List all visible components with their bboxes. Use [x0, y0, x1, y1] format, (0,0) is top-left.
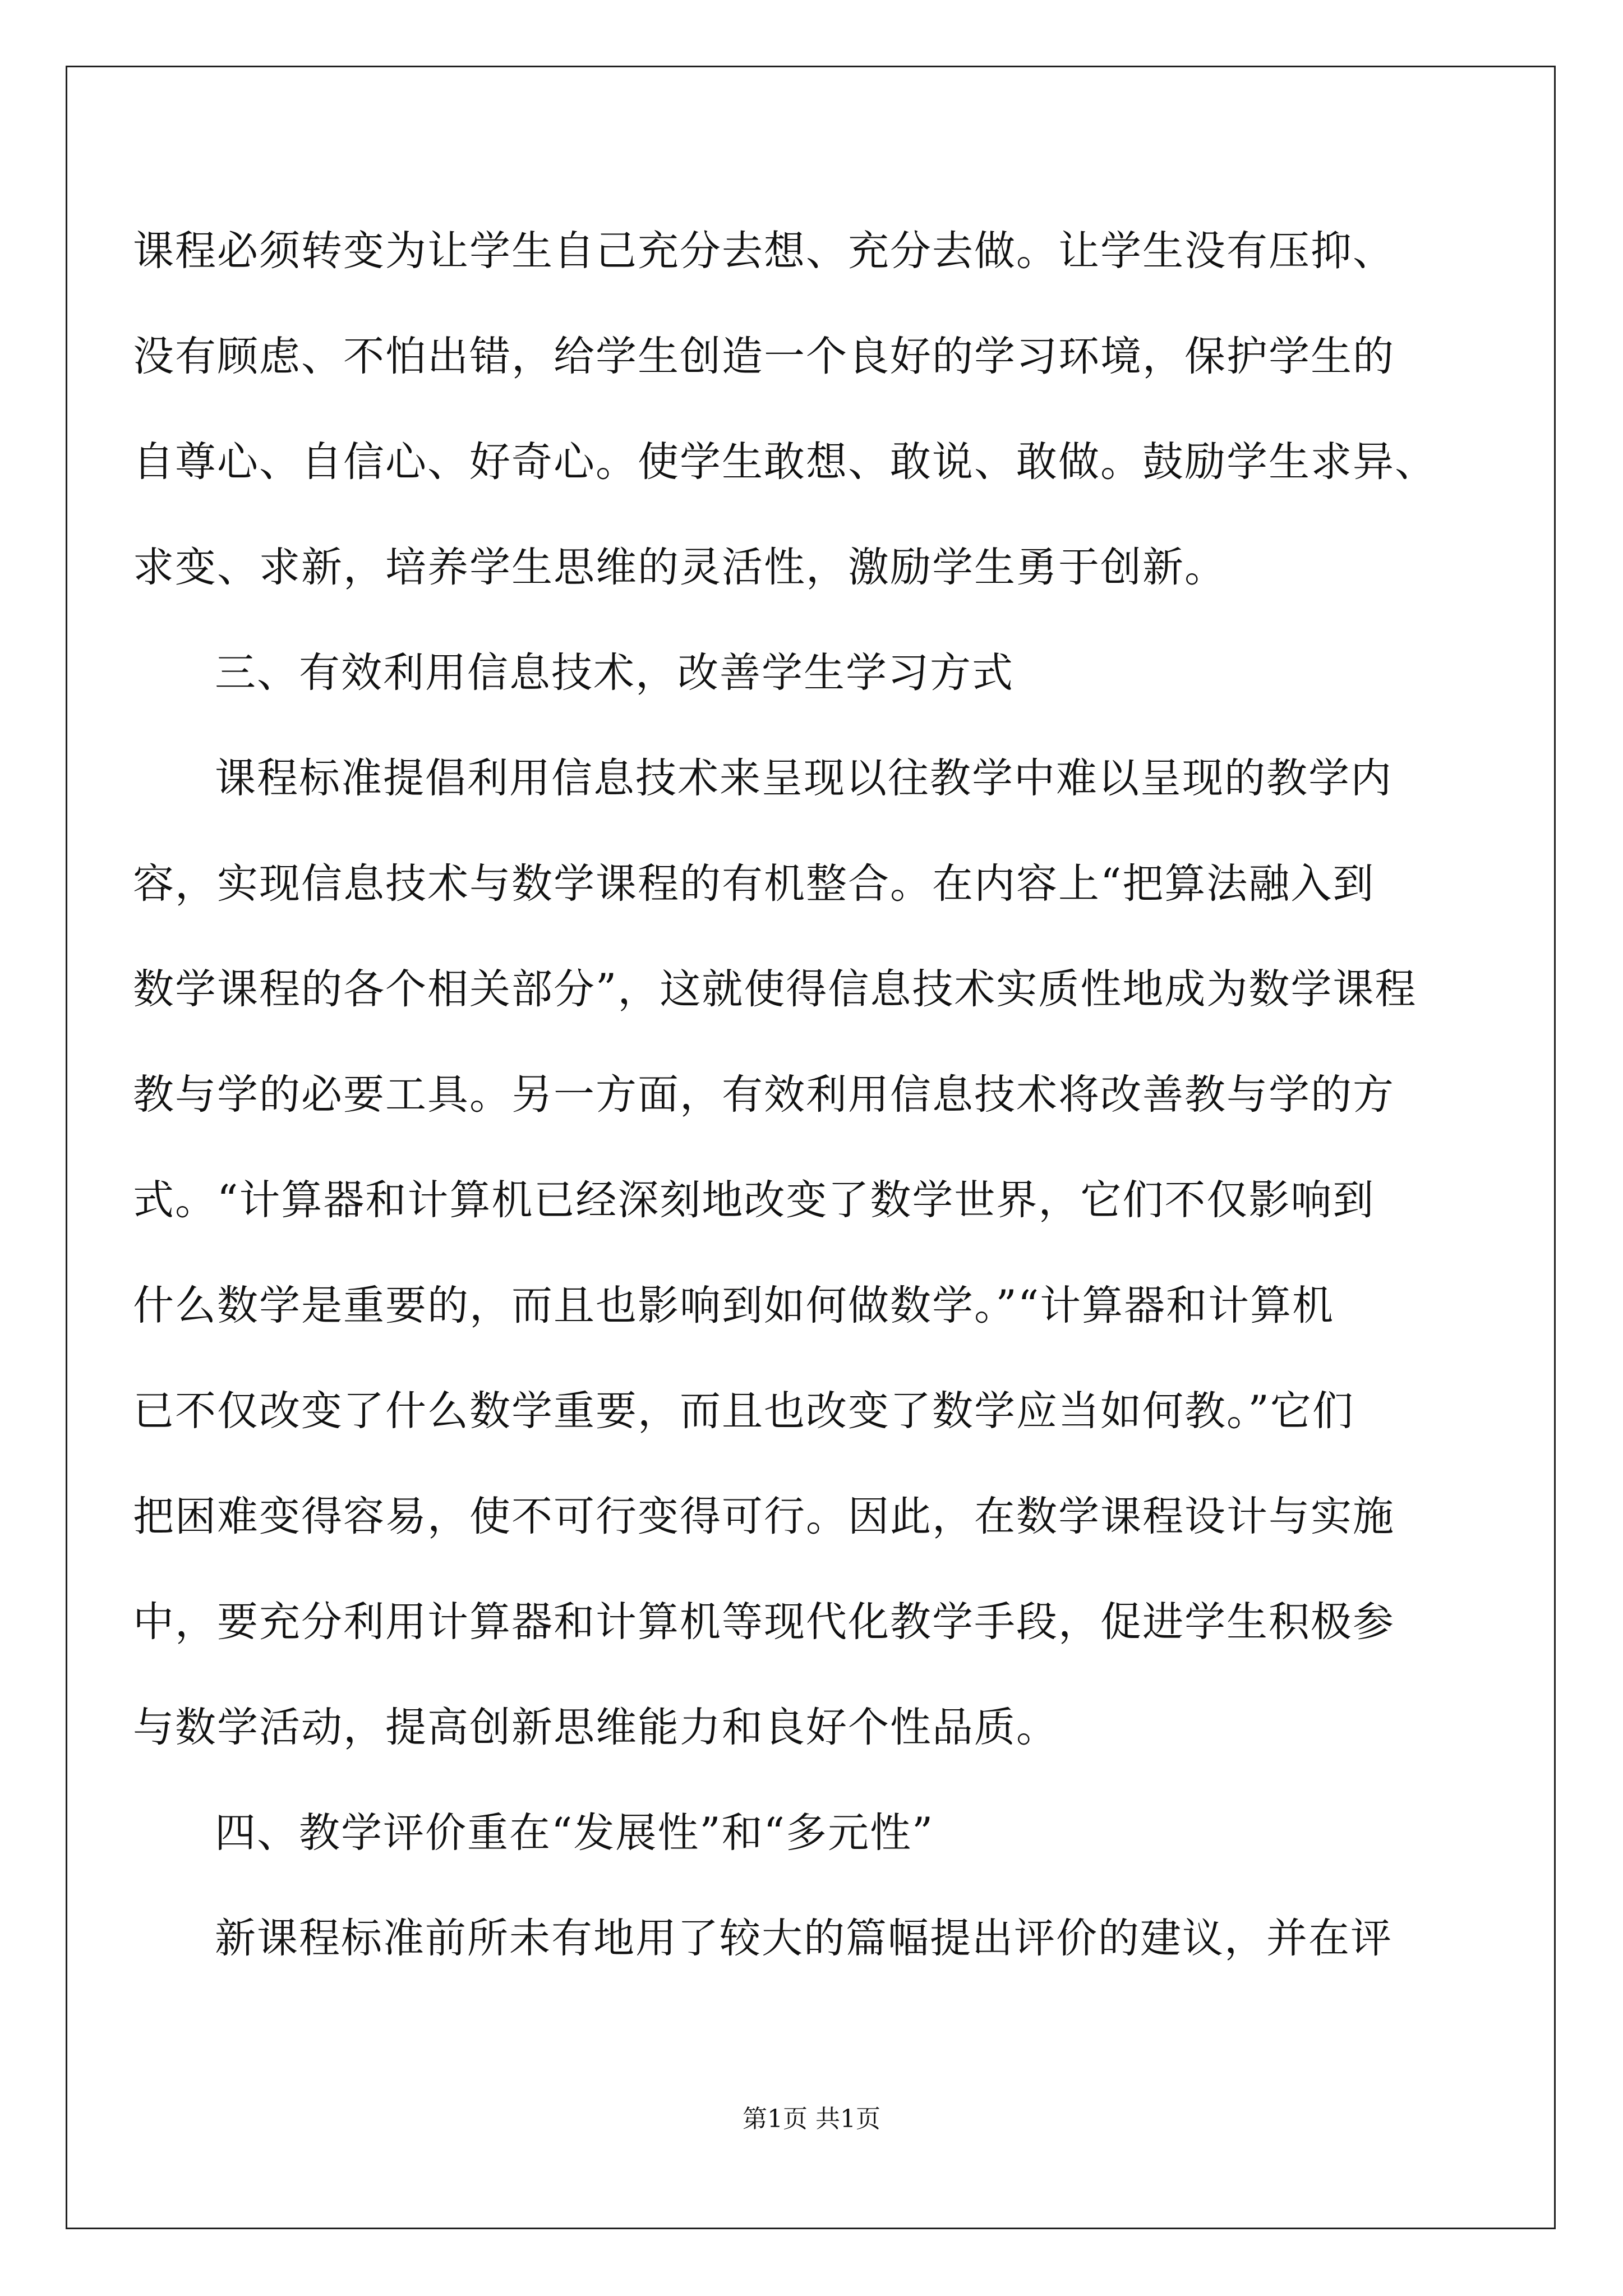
paragraph-line: 数学课程的各个相关部分”，这就使得信息技术实质性地成为数学课程: [133, 965, 1417, 1013]
paragraph-line: 什么数学是重要的，而且也影响到如何做数学。”“计算器和计算机: [133, 1282, 1335, 1329]
paragraph-line: 把困难变得容易，使不可行变得可行。因此，在数学课程设计与实施: [133, 1493, 1395, 1540]
paragraph-line: 自尊心、自信心、好奇心。使学生敢想、敢说、敢做。鼓励学生求异、: [133, 438, 1437, 486]
page-footer: 第1页 共1页: [743, 2105, 880, 2133]
paragraph-line: 求变、求新，培养学生思维的灵活性，激励学生勇于创新。: [133, 544, 1227, 591]
paragraph-line: 课程必须转变为让学生自己充分去想、充分去做。让学生没有压抑、: [133, 227, 1395, 275]
paragraph-line: 已不仅改变了什么数学重要，而且也改变了数学应当如何教。”它们: [133, 1387, 1354, 1435]
section-heading: 三、有效利用信息技术，改善学生学习方式: [215, 649, 1014, 697]
paragraph-line: 新课程标准前所未有地用了较大的篇幅提出评价的建议，并在评: [215, 1915, 1393, 1962]
paragraph-line: 没有顾虑、不怕出错，给学生创造一个良好的学习环境，保护学生的: [133, 333, 1395, 380]
paragraph-line: 课程标准提倡利用信息技术来呈现以往教学中难以呈现的教学内: [215, 754, 1393, 802]
paragraph-line: 教与学的必要工具。另一方面，有效利用信息技术将改善教与学的方: [133, 1071, 1395, 1119]
section-heading: 四、教学评价重在“发展性”和“多元性”: [215, 1809, 934, 1857]
paragraph-line: 与数学活动，提高创新思维能力和良好个性品质。: [133, 1704, 1058, 1751]
paragraph-line: 容，实现信息技术与数学课程的有机整合。在内容上“把算法融入到: [133, 860, 1375, 908]
paragraph-line: 式。“计算器和计算机已经深刻地改变了数学世界，它们不仅影响到: [133, 1176, 1375, 1224]
paragraph-line: 中，要充分利用计算器和计算机等现代化教学手段，促进学生积极参: [133, 1598, 1395, 1646]
